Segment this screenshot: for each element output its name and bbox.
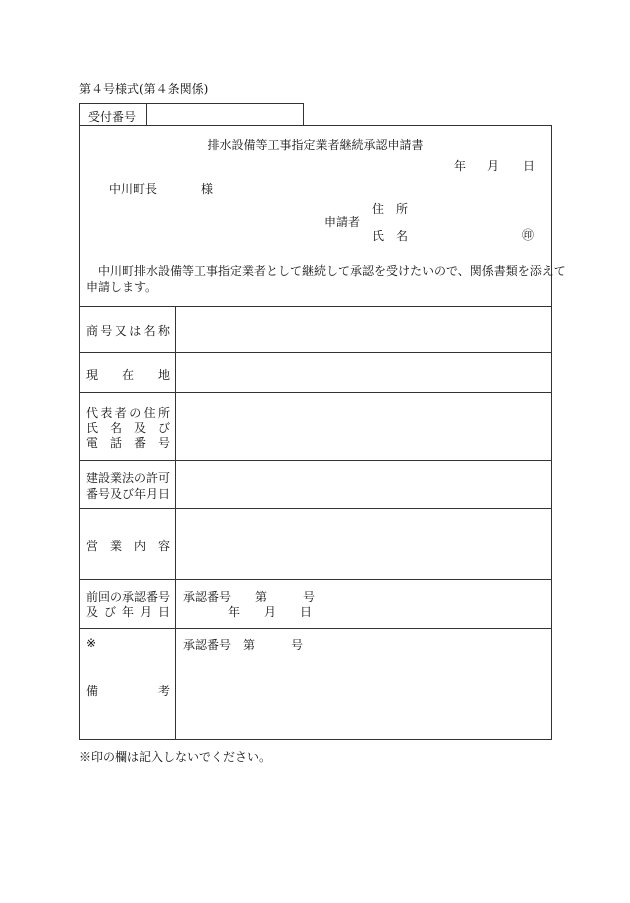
footnote: ※印の欄は記入しないでください。 — [79, 750, 272, 764]
representative-field[interactable] — [176, 393, 551, 460]
addressee-name: 中川町長 — [109, 182, 158, 196]
trade-name-field[interactable] — [176, 307, 551, 352]
table-row-line — [79, 628, 552, 629]
reception-divider — [146, 103, 147, 126]
previous-approval-label-line2 — [86, 603, 170, 620]
trade-name-label — [86, 322, 170, 339]
addressee-suffix: 様 — [201, 182, 214, 196]
license-field[interactable] — [176, 461, 551, 508]
date-month-label: 月 — [487, 159, 500, 173]
location-label — [86, 366, 170, 383]
previous-approval-label-line2-text: 及び年月日 — [86, 605, 170, 619]
remarks-approval-number: 承認番号 第 号 — [183, 638, 304, 652]
representative-label-line2-text: 氏 名 及 び — [86, 421, 171, 435]
date-day-label: 日 — [523, 159, 536, 173]
note-mark: ※ — [86, 636, 97, 650]
license-label-line1 — [86, 469, 170, 486]
application-statement-line1: 中川町排水設備等工事指定業者として継続して承認を受けたいので、関係書類を添えて — [86, 264, 566, 278]
representative-label-line3 — [86, 434, 170, 451]
form-code: 第４号様式(第４条関係) — [79, 82, 209, 96]
seal-icon: ㊞ — [522, 228, 535, 242]
previous-approval-number[interactable]: 承認番号 第 号 — [183, 590, 316, 604]
location-label-text: 現 在 地 — [86, 368, 171, 382]
table-row-line — [79, 579, 552, 580]
reception-number-field[interactable] — [152, 108, 300, 122]
business-label — [86, 537, 170, 554]
date-year-label: 年 — [454, 159, 467, 173]
license-label-line1-text: 建設業法の許可 — [86, 471, 171, 485]
representative-label-line3-text: 電 話 番 号 — [86, 436, 171, 450]
business-field[interactable] — [176, 509, 551, 579]
applicant-name-label: 氏 名 — [372, 229, 409, 243]
application-statement-line2: 申請します。 — [86, 280, 158, 294]
location-field[interactable] — [176, 353, 551, 392]
representative-label-line1-text: 代表者の住所 — [86, 406, 170, 420]
license-label-line2-text: 番号及び年月日 — [86, 487, 171, 501]
applicant-label: 申請者 — [324, 215, 361, 229]
previous-approval-date[interactable]: 年 月 日 — [228, 605, 313, 619]
previous-approval-label-line1-text: 前回の承認番号 — [86, 590, 171, 604]
reception-label: 受付番号 — [88, 110, 137, 124]
form-title: 排水設備等工事指定業者継続承認申請書 — [207, 138, 424, 152]
license-label-line2 — [86, 485, 170, 502]
business-label-text: 営 業 内 容 — [86, 539, 171, 553]
remarks-label — [86, 682, 170, 699]
trade-name-label-text: 商号又は名称 — [86, 324, 170, 338]
remarks-label-text: 備 考 — [86, 684, 171, 698]
applicant-address-label: 住 所 — [372, 202, 409, 216]
